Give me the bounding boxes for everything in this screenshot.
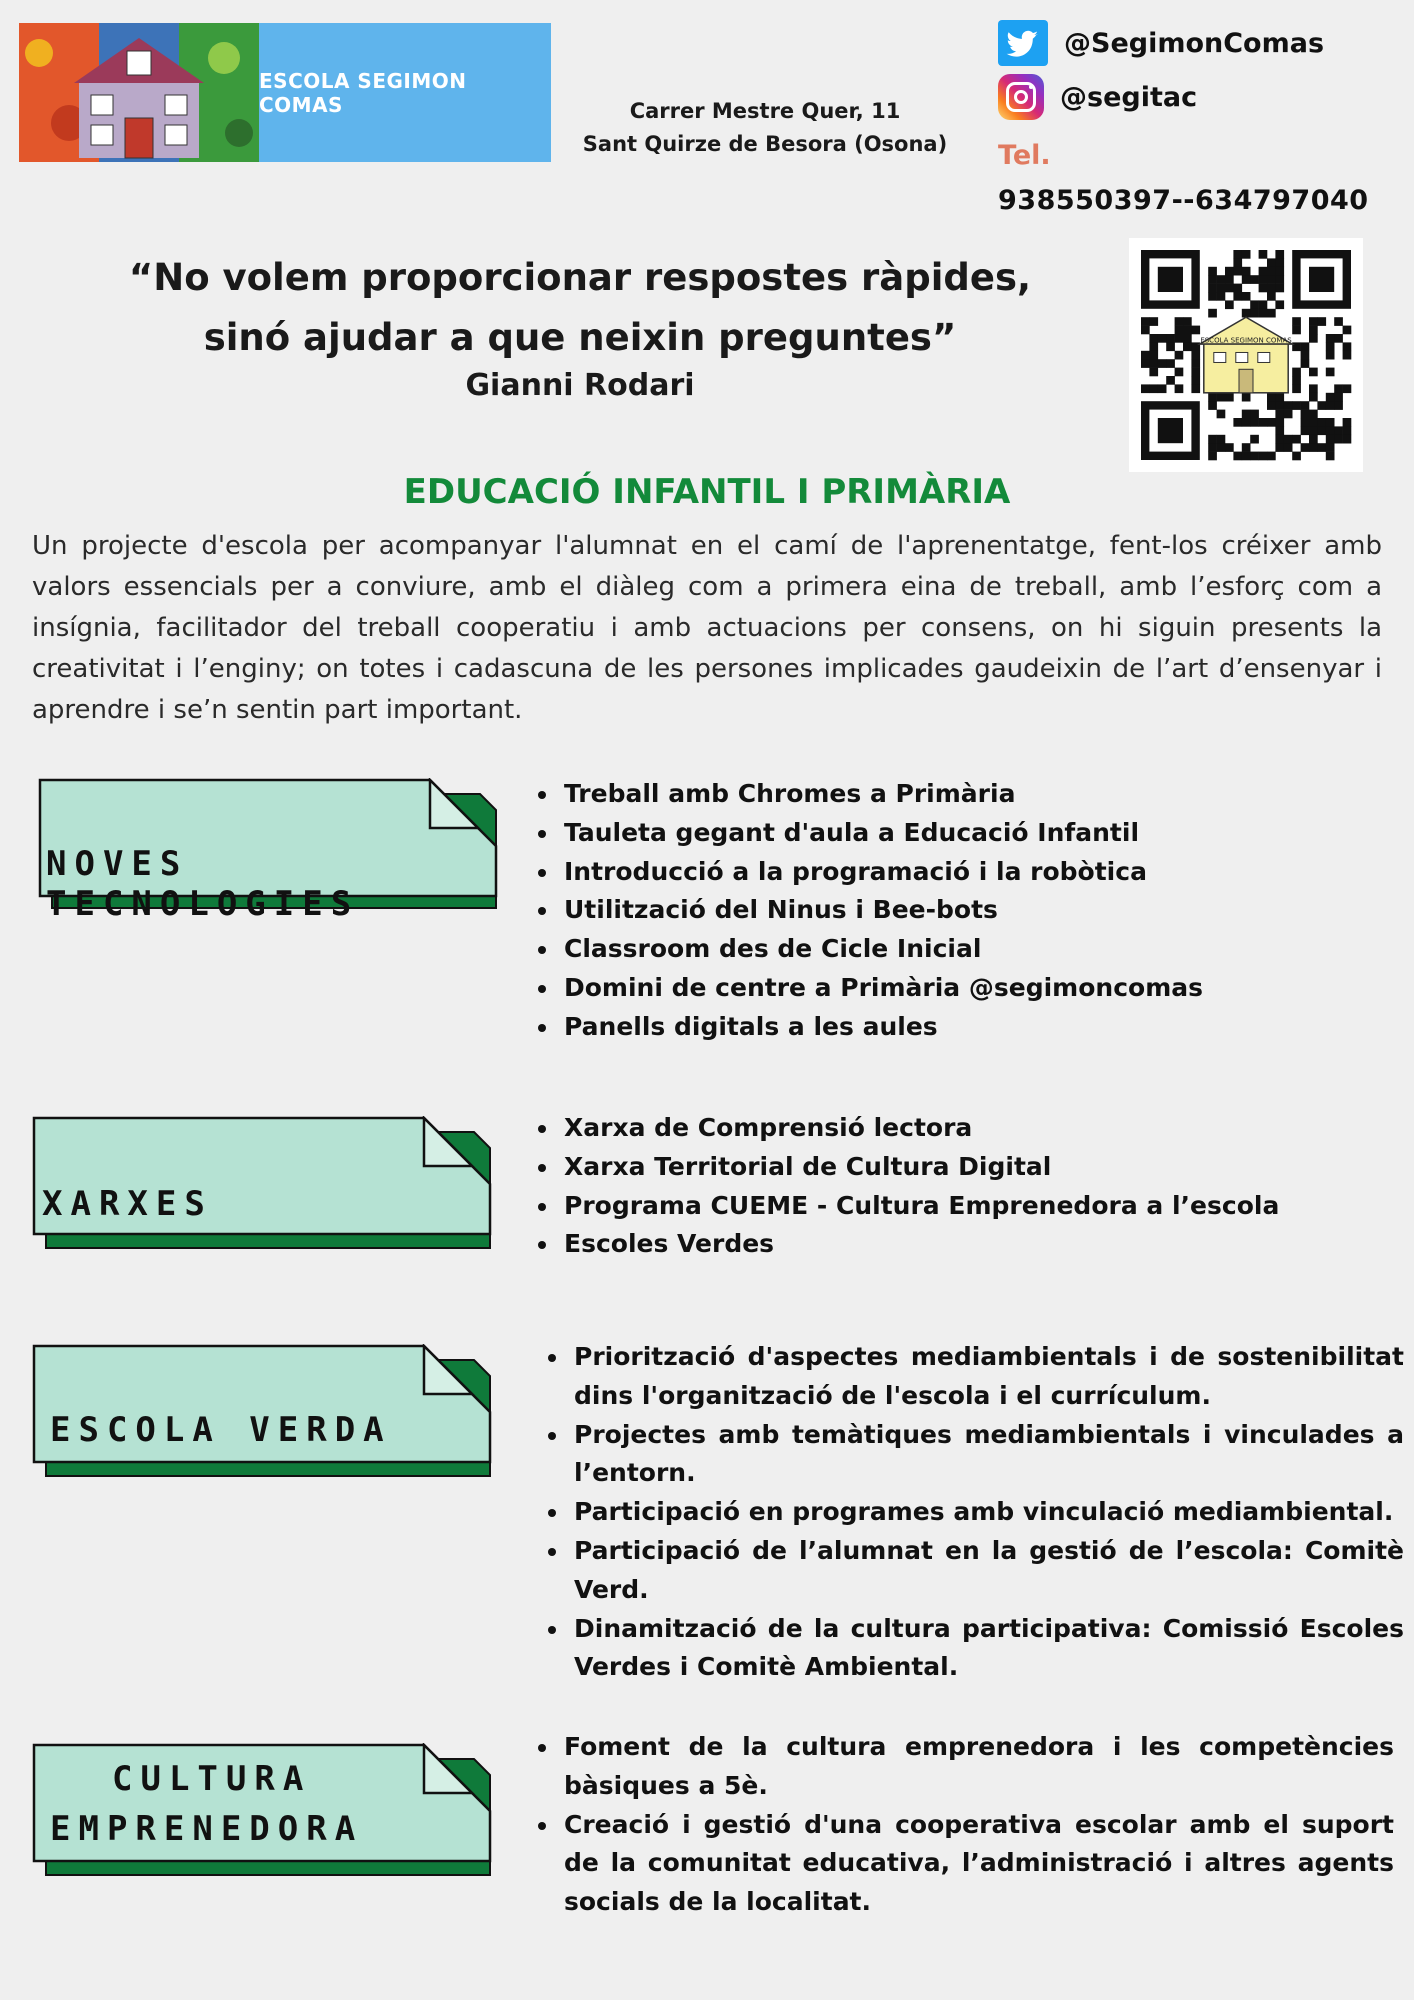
list-item: Utilització del Ninus i Bee-bots <box>534 891 1394 930</box>
tel-label: Tel. <box>998 140 1051 171</box>
list-xarxes <box>534 1109 1394 1264</box>
list-item: Escoles Verdes <box>534 1225 1394 1264</box>
list-item: Introducció a la programació i la robòtica <box>534 853 1394 892</box>
instagram-icon <box>998 74 1044 120</box>
list-item: Foment de la cultura emprenedora i les competències bàsiques a 5è. <box>534 1728 1394 1806</box>
logo-band <box>259 23 551 162</box>
tag-label-line-2: EMPRENEDORA <box>50 1809 364 1849</box>
school-house-painting <box>19 23 259 162</box>
list-item: Domini de centre a Primària @segimoncomas <box>534 969 1394 1008</box>
quote-line-1: “No volem proporcionar respostes ràpides, <box>128 256 1032 299</box>
tag-xarxes <box>32 1116 492 1250</box>
tel-number[interactable]: 938550397--634797040 <box>998 185 1369 216</box>
tag-escola-verda <box>32 1344 492 1478</box>
list-cultura-emprenedora <box>534 1728 1394 1922</box>
twitter-handle: @SegimonComas <box>1064 27 1325 59</box>
tag-noves-tecnologies <box>38 778 498 924</box>
qr-code[interactable] <box>1129 238 1363 472</box>
instagram-contact[interactable] <box>998 74 1197 120</box>
list-escola-verda <box>544 1338 1404 1687</box>
list-item: Priorització d'aspectes mediambientals i de sostenibilitat dins l'organització de l'escola i el currículum. <box>544 1338 1404 1416</box>
qr-code-image <box>1129 238 1363 472</box>
twitter-contact[interactable] <box>998 20 1324 66</box>
school-logo <box>19 23 551 162</box>
list-item: Programa CUEME - Cultura Emprenedora a l’escola <box>534 1187 1394 1226</box>
tag-label: XARXES <box>42 1184 213 1224</box>
list-noves-tecnologies <box>534 775 1394 1047</box>
quote-author: Gianni Rodari <box>465 368 695 403</box>
list-item: Tauleta gegant d'aula a Educació Infantil <box>534 814 1394 853</box>
list-item: Participació de l’alumnat en la gestió de l’escola: Comitè Verd. <box>544 1532 1404 1610</box>
quote <box>40 248 1120 368</box>
address-line-1: Carrer Mestre Quer, 11 <box>629 99 901 123</box>
qr-caption: ESCOLA SEGIMON COMAS <box>1200 336 1292 345</box>
intro-paragraph: Un projecte d'escola per acompanyar l'alumnat en el camí de l'aprenentatge, fent-los créixer amb valors essencials per a conviure, amb el diàleg com a primera eina de treball, amb l’esforç com a insígnia, facilitador del treball cooperatiu i amb actuacions per consens, on hi siguin presents la creativitat i l’enginy; on totes i cadascuna de les persones implicades gaudeixin de l’art d’ensenyar i aprendre i se’n sentin part important. <box>32 531 1382 725</box>
quote-line-2: sinó ajudar a que neixin preguntes” <box>203 316 957 359</box>
school-address <box>575 95 955 161</box>
list-item: Panells digitals a les aules <box>534 1008 1394 1047</box>
address-line-2: Sant Quirze de Besora (Osona) <box>582 132 948 156</box>
logo-text: ESCOLA SEGIMON COMAS <box>259 68 467 117</box>
list-item: Creació i gestió d'una cooperativa escolar amb el suport de la comunitat educativa, l’administració i altres agents socials de la localitat. <box>534 1806 1394 1922</box>
list-item: Treball amb Chromes a Primària <box>534 775 1394 814</box>
section-title: EDUCACIÓ INFANTIL I PRIMÀRIA <box>403 472 1011 512</box>
tag-cultura-emprenedora <box>32 1743 492 1877</box>
instagram-handle: @segitac <box>1060 81 1198 113</box>
tag-label: NOVES TECNOLOGIES <box>46 844 360 924</box>
tag-label-line-1: CULTURA <box>112 1759 312 1799</box>
list-item: Classroom des de Cicle Inicial <box>534 930 1394 969</box>
tag-banner-shape <box>32 1116 492 1250</box>
list-item: Dinamització de la cultura participativa: Comissió Escoles Verdes i Comitè Ambiental. <box>544 1610 1404 1688</box>
list-item: Xarxa de Comprensió lectora <box>534 1109 1394 1148</box>
list-item: Participació en programes amb vinculació mediambiental. <box>544 1493 1404 1532</box>
twitter-icon <box>998 20 1048 66</box>
list-item: Projectes amb temàtiques mediambientals i vinculades a l’entorn. <box>544 1416 1404 1494</box>
list-item: Xarxa Territorial de Cultura Digital <box>534 1148 1394 1187</box>
tag-label: ESCOLA VERDA <box>50 1410 392 1450</box>
